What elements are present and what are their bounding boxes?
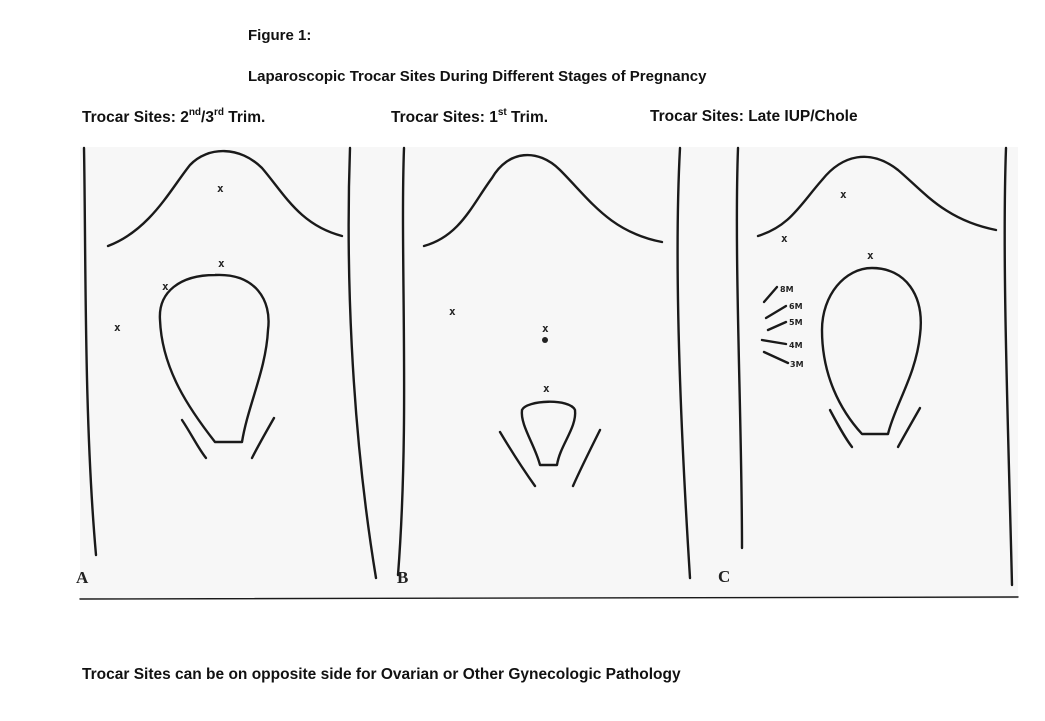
diagram-background xyxy=(80,147,1018,599)
panel-a-sup-rd: rd xyxy=(213,107,224,118)
panel-a-site-left-lateral: x xyxy=(114,321,121,334)
panel-c-letter: C xyxy=(718,567,731,586)
panel-b-site-suprapubic: x xyxy=(543,382,550,395)
panel-c-site-upper: x xyxy=(840,188,847,201)
figure-label: Figure 1: xyxy=(248,27,312,44)
figure-title: Laparoscopic Trocar Sites During Different Stages of Pregnancy xyxy=(248,68,707,85)
panel-c-site-subcostal: x xyxy=(781,232,788,245)
panel-a-heading-prefix: Trocar Sites: 2 xyxy=(82,109,189,127)
panel-a-heading-suffix: Trim. xyxy=(223,109,266,127)
panel-a-site-supra-uterine: x xyxy=(218,257,225,270)
panel-a-letter: A xyxy=(76,568,89,587)
panel-b-sup-st: st xyxy=(497,107,507,118)
panel-c-port-8m-label: 8M xyxy=(780,285,794,294)
panel-b-umbilicus xyxy=(542,337,548,343)
panel-b-heading-suffix: Trim. xyxy=(506,109,549,127)
panel-b-heading-prefix: Trocar Sites: 1 xyxy=(391,109,498,127)
panel-b-letter: B xyxy=(397,568,409,587)
panel-c-port-6m-label: 6M xyxy=(789,302,803,311)
panel-c-port-3m-label: 3M xyxy=(790,360,804,369)
panel-a-heading-mid: /3 xyxy=(201,109,214,127)
panel-a-sup-nd: nd xyxy=(188,107,202,118)
panel-a-site-left-upper: x xyxy=(162,280,169,293)
panel-c-port-4m-label: 4M xyxy=(789,341,803,350)
footer-note: Trocar Sites can be on opposite side for Ovarian or Other Gynecologic Pathology xyxy=(82,666,681,683)
panel-a-site-upper: x xyxy=(217,182,224,195)
panel-b-site-left: x xyxy=(449,305,456,318)
panel-c-site-fundal: x xyxy=(867,249,874,262)
panel-c-port-5m-label: 5M xyxy=(789,318,803,327)
panel-b-site-umbilical: x xyxy=(542,322,549,335)
panel-c-heading: Trocar Sites: Late IUP/Chole xyxy=(650,108,858,125)
